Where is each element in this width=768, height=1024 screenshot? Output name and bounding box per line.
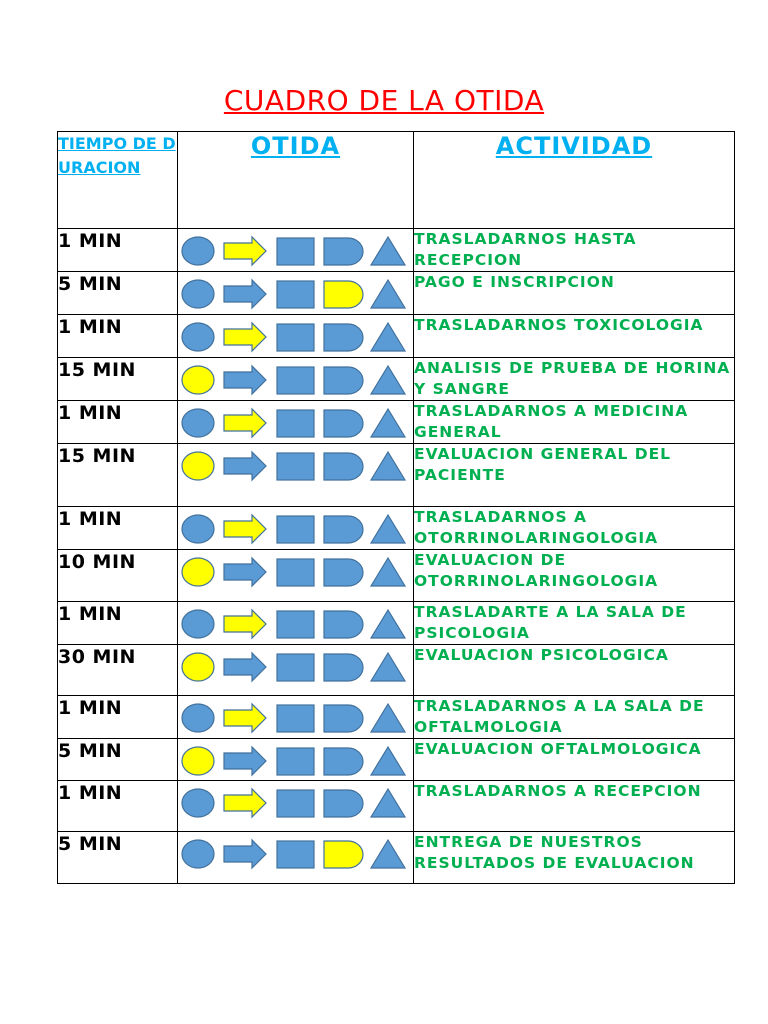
storage-triangle-icon <box>371 653 405 681</box>
activity-cell: TRASLADARTE A LA SALA DE PSICOLOGIA <box>414 602 735 645</box>
inspection-square-icon <box>277 453 314 480</box>
table-row <box>58 832 735 884</box>
otida-symbols <box>178 315 414 357</box>
operation-circle-icon <box>182 237 214 265</box>
table-row <box>58 444 735 507</box>
otida-symbols-cell <box>178 645 414 696</box>
inspection-square-icon <box>277 611 314 638</box>
activity-cell: EVALUACION PSICOLOGICA <box>414 645 735 696</box>
operation-circle-icon <box>182 747 214 775</box>
inspection-square-icon <box>277 654 314 681</box>
otida-symbols-cell <box>178 781 414 832</box>
inspection-square-icon <box>277 238 314 265</box>
storage-triangle-icon <box>371 610 405 638</box>
inspection-square-icon <box>277 324 314 351</box>
activity-cell: PAGO E INSCRIPCION <box>414 272 735 315</box>
operation-circle-icon <box>182 610 214 638</box>
otida-symbols <box>178 272 414 314</box>
transport-arrow-icon <box>224 653 266 681</box>
otida-symbols <box>178 602 414 644</box>
time-cell: 5 MIN <box>58 739 178 781</box>
operation-circle-icon <box>182 452 214 480</box>
transport-arrow-icon <box>224 409 266 437</box>
inspection-square-icon <box>277 516 314 543</box>
transport-arrow-icon <box>224 558 266 586</box>
otida-symbols <box>178 696 414 738</box>
transport-arrow-icon <box>224 515 266 543</box>
delay-d-icon <box>324 281 363 308</box>
table-row <box>58 229 735 272</box>
table-row <box>58 602 735 645</box>
time-cell: 15 MIN <box>58 358 178 401</box>
table-row <box>58 401 735 444</box>
storage-triangle-icon <box>371 515 405 543</box>
otida-symbols <box>178 358 414 400</box>
otida-symbols-cell <box>178 444 414 507</box>
otida-symbols <box>178 739 414 781</box>
otida-symbols-cell <box>178 315 414 358</box>
storage-triangle-icon <box>371 452 405 480</box>
operation-circle-icon <box>182 558 214 586</box>
table-row <box>58 550 735 602</box>
storage-triangle-icon <box>371 789 405 817</box>
transport-arrow-icon <box>224 789 266 817</box>
storage-triangle-icon <box>371 747 405 775</box>
activity-cell: EVALUACION OFTALMOLOGICA <box>414 739 735 781</box>
activity-cell: EVALUACION DE OTORRINOLARINGOLOGIA <box>414 550 735 602</box>
transport-arrow-icon <box>224 366 266 394</box>
activity-cell: ANALISIS DE PRUEBA DE HORINA Y SANGRE <box>414 358 735 401</box>
activity-cell: TRASLADARNOS A OTORRINOLARINGOLOGIA <box>414 507 735 550</box>
activity-cell: TRASLADARNOS TOXICOLOGIA <box>414 315 735 358</box>
otida-symbols <box>178 781 414 823</box>
transport-arrow-icon <box>224 610 266 638</box>
time-cell: 5 MIN <box>58 272 178 315</box>
delay-d-icon <box>324 367 363 394</box>
otida-symbols <box>178 507 414 549</box>
activity-cell: TRASLADARNOS HASTA RECEPCION <box>414 229 735 272</box>
storage-triangle-icon <box>371 840 405 868</box>
inspection-square-icon <box>277 705 314 732</box>
time-cell: 30 MIN <box>58 645 178 696</box>
header-row <box>58 132 735 229</box>
table-row <box>58 315 735 358</box>
otida-symbols <box>178 832 414 874</box>
operation-circle-icon <box>182 789 214 817</box>
time-cell: 1 MIN <box>58 696 178 739</box>
delay-d-icon <box>324 654 363 681</box>
operation-circle-icon <box>182 409 214 437</box>
delay-d-icon <box>324 705 363 732</box>
operation-circle-icon <box>182 704 214 732</box>
otida-symbols <box>178 645 414 687</box>
activity-cell: TRASLADARNOS A RECEPCION <box>414 781 735 832</box>
activity-cell: EVALUACION GENERAL DEL PACIENTE <box>414 444 735 507</box>
otida-symbols <box>178 550 414 592</box>
table-body <box>58 229 735 884</box>
otida-symbols-cell <box>178 832 414 884</box>
otida-symbols <box>178 401 414 443</box>
operation-circle-icon <box>182 653 214 681</box>
time-cell: 1 MIN <box>58 315 178 358</box>
operation-circle-icon <box>182 366 214 394</box>
table-row <box>58 507 735 550</box>
inspection-square-icon <box>277 410 314 437</box>
otida-symbols-cell <box>178 739 414 781</box>
delay-d-icon <box>324 611 363 638</box>
otida-symbols-cell <box>178 550 414 602</box>
operation-circle-icon <box>182 840 214 868</box>
otida-symbols-cell <box>178 602 414 645</box>
transport-arrow-icon <box>224 747 266 775</box>
transport-arrow-icon <box>224 840 266 868</box>
transport-arrow-icon <box>224 323 266 351</box>
header-activity: ACTIVIDAD <box>414 132 735 229</box>
time-cell: 15 MIN <box>58 444 178 507</box>
delay-d-icon <box>324 324 363 351</box>
inspection-square-icon <box>277 281 314 308</box>
table-row <box>58 645 735 696</box>
header-time: TIEMPO DE DURACION <box>58 132 178 229</box>
header-otida: OTIDA <box>178 132 414 229</box>
activity-cell: TRASLADARNOS A LA SALA DE OFTALMOLOGIA <box>414 696 735 739</box>
table-row <box>58 272 735 315</box>
otida-symbols <box>178 229 414 271</box>
delay-d-icon <box>324 238 363 265</box>
page-title: CUADRO DE LA OTIDA <box>223 84 545 117</box>
otida-table <box>57 131 735 884</box>
inspection-square-icon <box>277 559 314 586</box>
table-row <box>58 696 735 739</box>
otida-symbols-cell <box>178 229 414 272</box>
storage-triangle-icon <box>371 558 405 586</box>
storage-triangle-icon <box>371 280 405 308</box>
otida-symbols-cell <box>178 507 414 550</box>
otida-symbols-cell <box>178 272 414 315</box>
time-cell: 1 MIN <box>58 229 178 272</box>
transport-arrow-icon <box>224 704 266 732</box>
operation-circle-icon <box>182 323 214 351</box>
inspection-square-icon <box>277 748 314 775</box>
storage-triangle-icon <box>371 237 405 265</box>
time-cell: 1 MIN <box>58 507 178 550</box>
time-cell: 5 MIN <box>58 832 178 884</box>
transport-arrow-icon <box>224 280 266 308</box>
otida-symbols <box>178 444 414 486</box>
otida-symbols-cell <box>178 696 414 739</box>
time-cell: 1 MIN <box>58 781 178 832</box>
transport-arrow-icon <box>224 452 266 480</box>
inspection-square-icon <box>277 841 314 868</box>
time-cell: 1 MIN <box>58 602 178 645</box>
inspection-square-icon <box>277 367 314 394</box>
delay-d-icon <box>324 790 363 817</box>
delay-d-icon <box>324 748 363 775</box>
storage-triangle-icon <box>371 704 405 732</box>
otida-symbols-cell <box>178 358 414 401</box>
activity-cell: TRASLADARNOS A MEDICINA GENERAL <box>414 401 735 444</box>
inspection-square-icon <box>277 790 314 817</box>
storage-triangle-icon <box>371 409 405 437</box>
table-row <box>58 781 735 832</box>
delay-d-icon <box>324 516 363 543</box>
time-cell: 10 MIN <box>58 550 178 602</box>
delay-d-icon <box>324 410 363 437</box>
delay-d-icon <box>324 453 363 480</box>
time-cell: 1 MIN <box>58 401 178 444</box>
operation-circle-icon <box>182 515 214 543</box>
storage-triangle-icon <box>371 323 405 351</box>
delay-d-icon <box>324 559 363 586</box>
operation-circle-icon <box>182 280 214 308</box>
table-row <box>58 739 735 781</box>
delay-d-icon <box>324 841 363 868</box>
otida-symbols-cell <box>178 401 414 444</box>
storage-triangle-icon <box>371 366 405 394</box>
transport-arrow-icon <box>224 237 266 265</box>
table-row <box>58 358 735 401</box>
activity-cell: ENTREGA DE NUESTROS RESULTADOS DE EVALUACION <box>414 832 735 884</box>
